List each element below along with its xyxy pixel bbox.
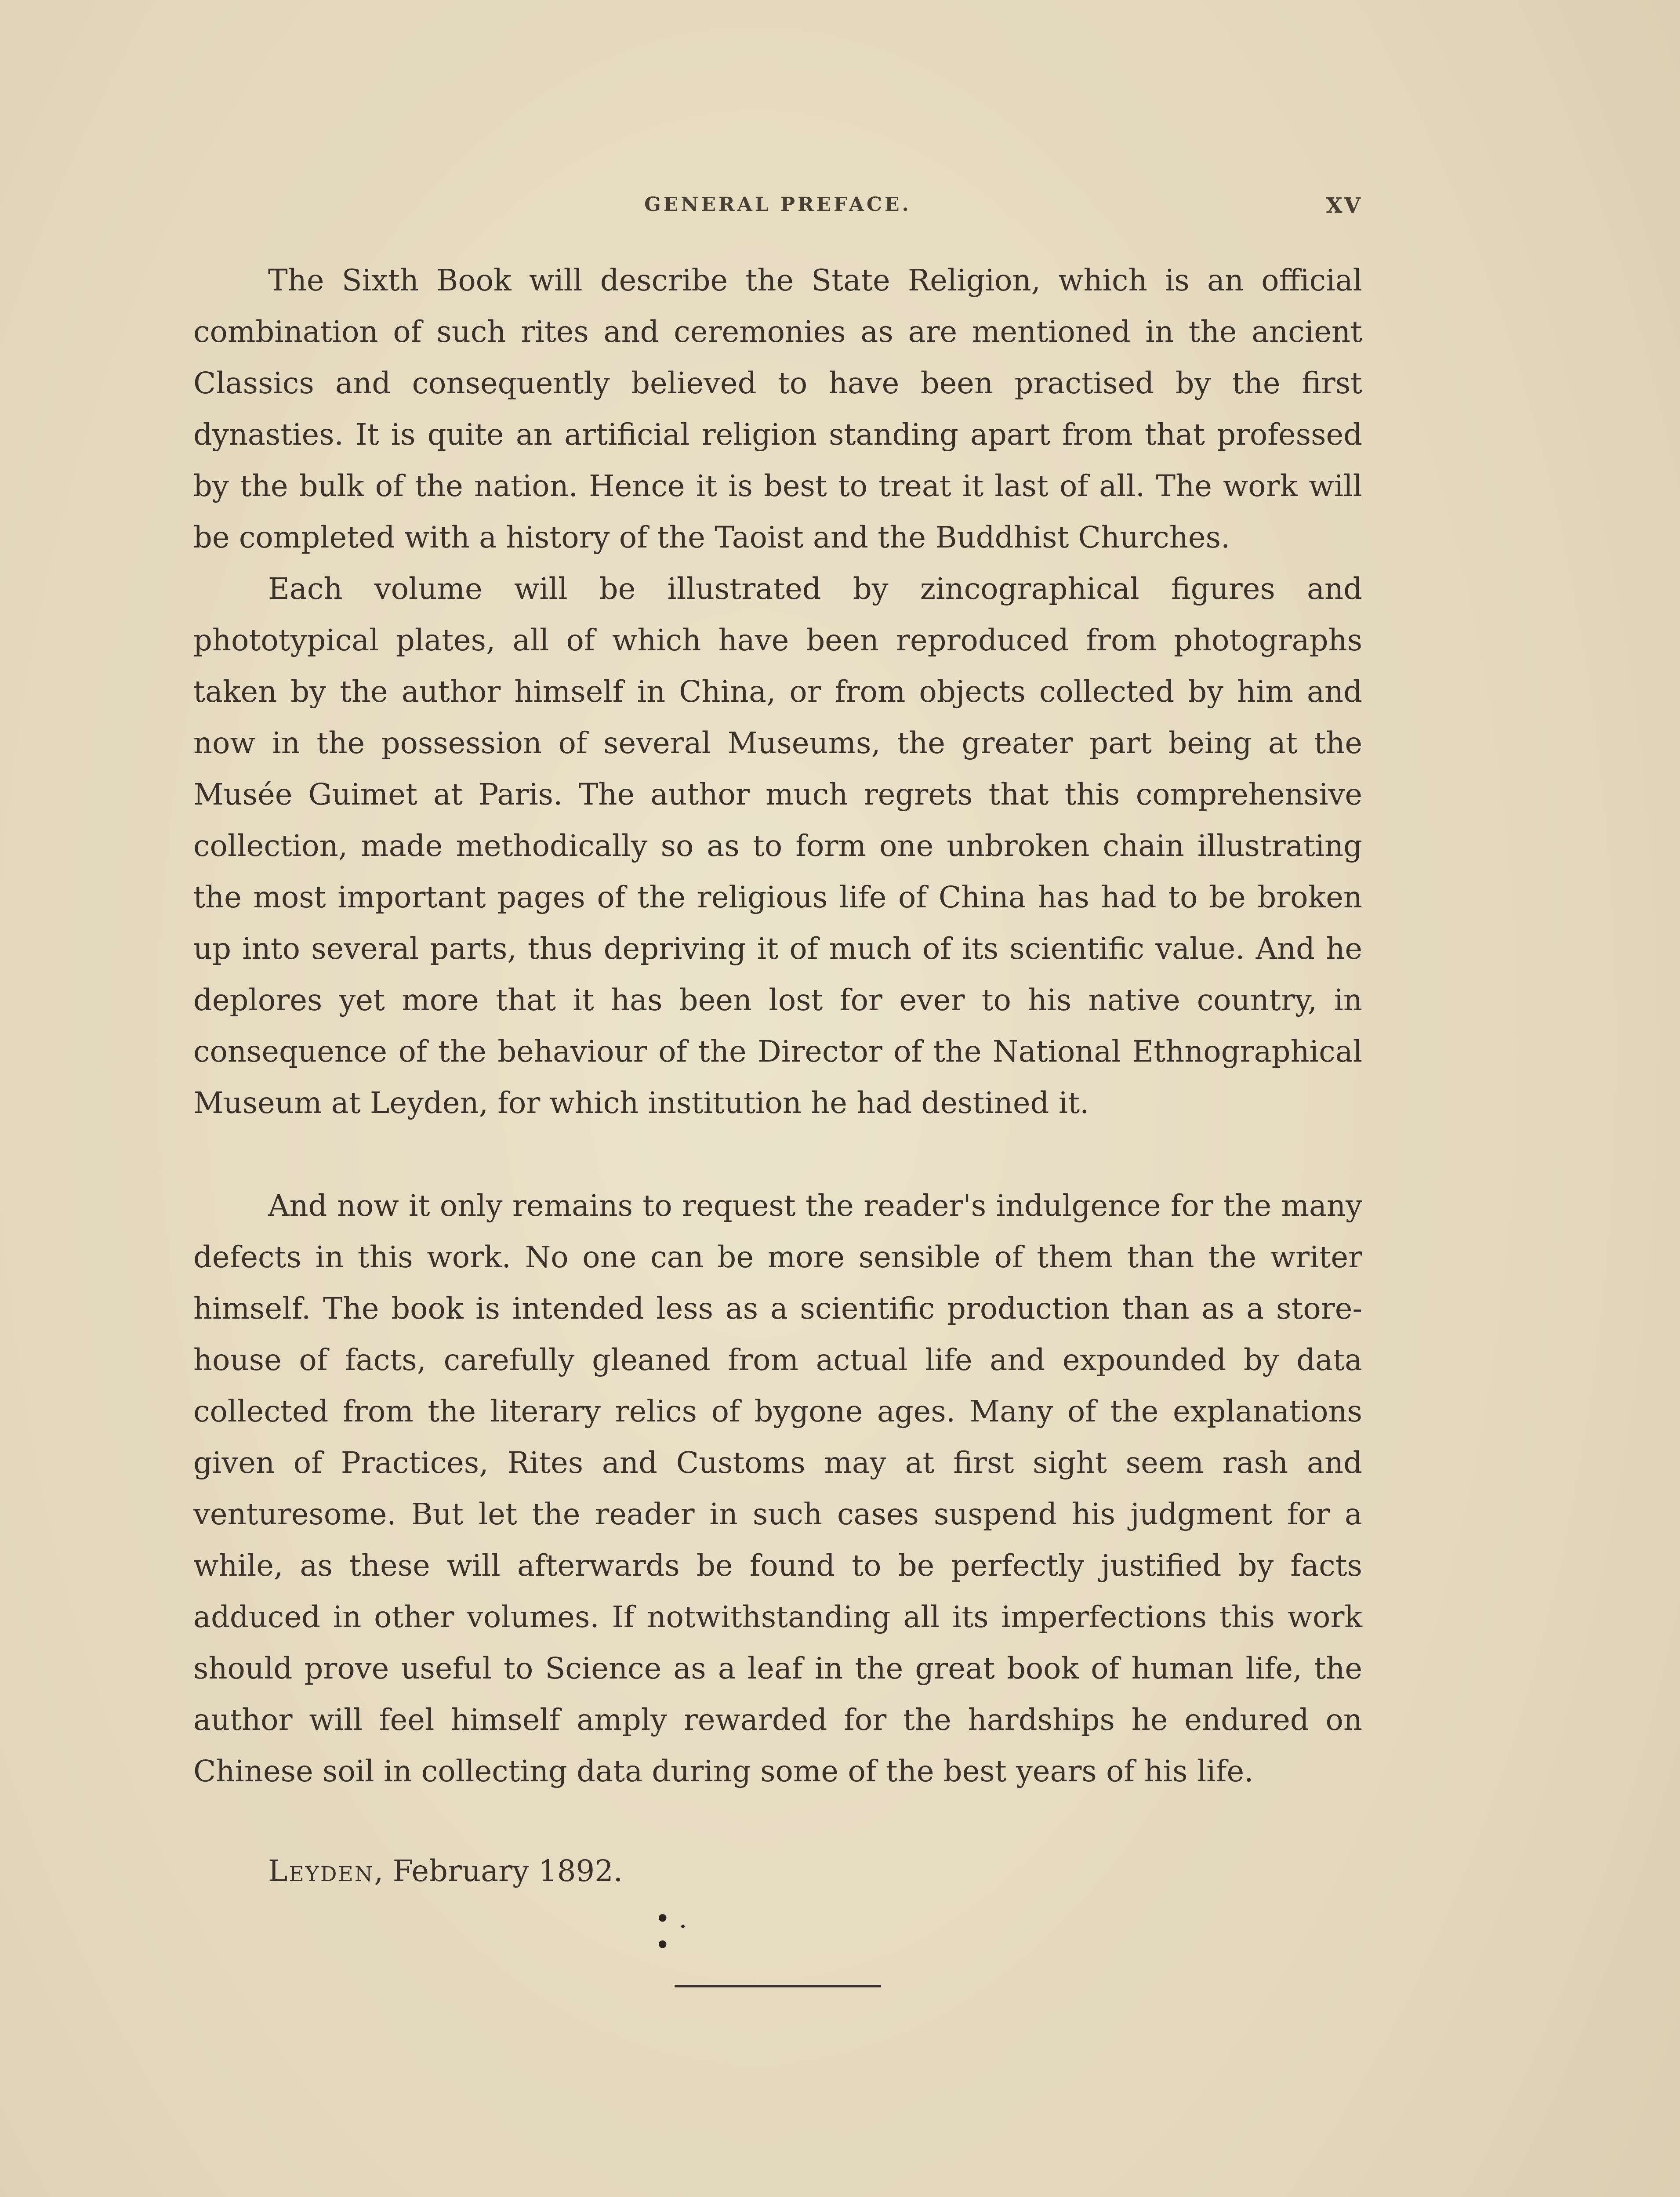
closing-rule — [675, 1985, 881, 1987]
signature-place: Leyden — [268, 1854, 374, 1888]
body-text — [193, 255, 1362, 1987]
paragraph-sixth-book: The Sixth Book will describe the State Religion, which is an official combination of such rites and ceremonies as are mentioned in the ancient Classics and consequently believed to have been practised by the first dynasties. It is quite an artificial religion standing apart from that professed by the bulk of the nation. Hence it is best to treat it last of all. The work will be completed with a history of the Taoist and the Buddhist Churches. — [193, 263, 1362, 555]
dot-ornament-icon: • . • — [655, 1903, 687, 1961]
page-header — [193, 193, 1362, 228]
signature-date: February 1892. — [392, 1854, 623, 1888]
signature-line: Leyden, February 1892. — [268, 1854, 623, 1888]
paragraph-indulgence: And now it only remains to request the reader's indulgence for the many defects in this work. No one can be more sensible of them than the writer himself. The book is intended less as a scientific production than as a store-house of facts, carefully gleaned from actual life and expounded by data collected from the literary relics of bygone ages. Many of the explanations given of Practices, Rites and Customs may at first sight seem rash and venturesome. But let the reader in such cases suspend his judgment for a while, as these will afterwards be found to be perfectly justified by facts adduced in other volumes. If notwithstanding all its imperfections this work should prove useful to Science as a leaf in the great book of human life, the author will feel himself amply rewarded for the hardships he endured on Chinese soil in collecting data during some of the best years of his life. — [193, 1189, 1362, 1788]
page-number: XV — [1326, 193, 1362, 218]
paragraph-illustrations: Each volume will be illustrated by zincographical figures and phototypical plates, all of which have been reproduced from photographs taken by the author himself in China, or from objects collected by him and now in the possession of several Museums, the greater part being at the Musée Guimet at Paris. The author much regrets that this comprehensive collection, made methodically so as to form one unbroken chain illustrating the most important pages of the religious life of China has had to be broken up into several parts, thus depriving it of much of its scientific value. And he deplores yet more that it has been lost for ever to his native country, in consequence of the behaviour of the Director of the National Ethnographical Museum at Leyden, for which institution he had destined it. — [193, 572, 1362, 1120]
running-title: GENERAL PREFACE. — [644, 193, 911, 216]
